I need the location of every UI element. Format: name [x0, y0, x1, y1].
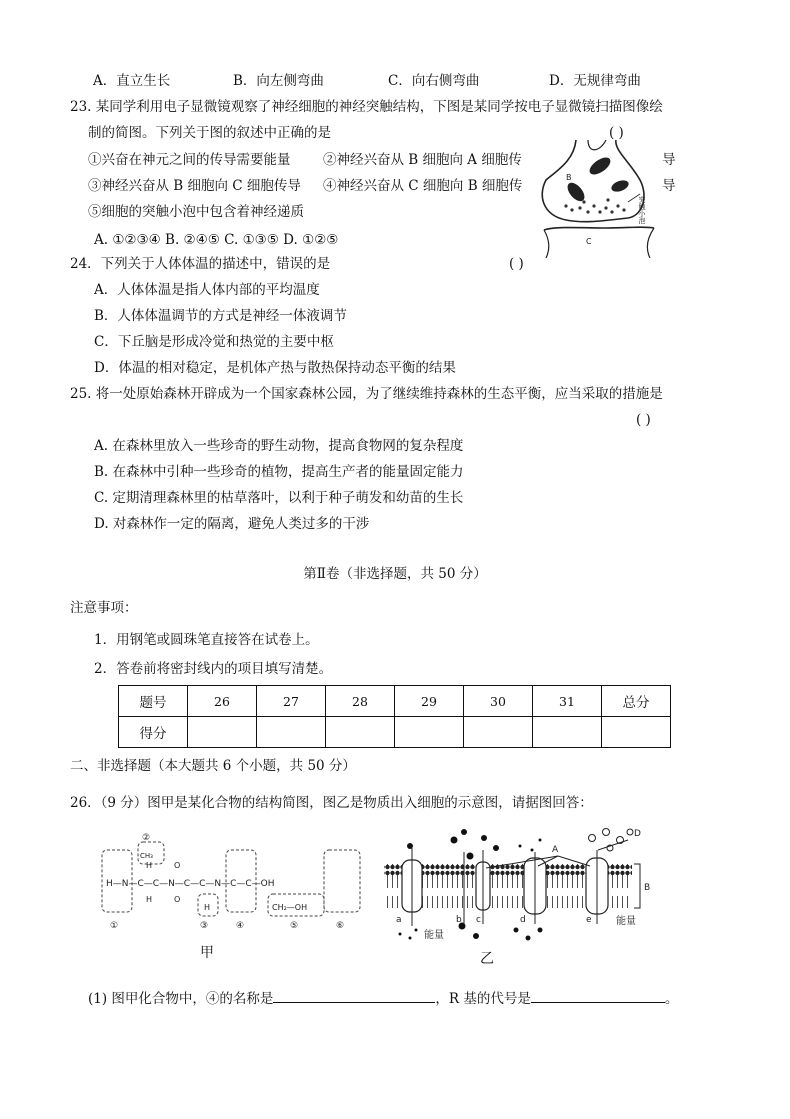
num-6: ⑥ — [336, 921, 345, 931]
answer-blank-r-group[interactable] — [531, 988, 665, 1003]
section2-heading: 二、非选择题（本大题共 6 个小题，共 50 分） — [70, 758, 356, 774]
axon-membrane — [588, 140, 606, 150]
q23-options: A. ①②③④ B. ②④⑤ C. ①③⑤ D. ①②⑤ — [94, 232, 339, 248]
notice-item-1: 1．用钢笔或圆珠笔直接答在试卷上。 — [94, 632, 319, 648]
group-ch2oh: CH₂—OH — [272, 903, 308, 912]
q23-statement-2-tail: 导 — [662, 152, 676, 168]
q25-option-d: D. 对森林作一定的隔离，避免人类过多的干涉 — [94, 516, 370, 532]
label-c: C — [586, 237, 592, 246]
postsynaptic-membrane — [544, 227, 654, 230]
presynaptic-membrane — [542, 140, 644, 222]
carbonyl-o: O — [174, 895, 181, 904]
score-input-cell[interactable] — [188, 717, 257, 748]
answer-blank-4-name[interactable] — [273, 988, 435, 1003]
score-table-cell: 总分 — [602, 686, 671, 717]
score-input-cell[interactable] — [533, 717, 602, 748]
score-table-cell: 27 — [257, 686, 326, 717]
carbonyl-o: O — [174, 861, 181, 870]
q24-option-b: B．人体体温调节的方式是神经一体液调节 — [94, 308, 347, 324]
mitochondrion — [587, 154, 614, 178]
q22-option-b: B．向左侧弯曲 — [233, 73, 324, 89]
part2-title: 第Ⅱ卷（非选择题，共 50 分） — [303, 566, 487, 582]
q25-option-a: A. 在森林里放入一些珍奇的野生动物，提高食物网的复杂程度 — [94, 438, 464, 454]
score-input-cell[interactable] — [395, 717, 464, 748]
figure-jia-peptide — [100, 832, 362, 932]
q26-sub1-end: 。 — [664, 991, 679, 1007]
score-table-cell: 28 — [326, 686, 395, 717]
postsynaptic-left — [544, 230, 549, 258]
score-input-cell[interactable] — [257, 717, 326, 748]
score-table-cell: 29 — [395, 686, 464, 717]
q25-option-c: C. 定期清理森林里的枯草落叶，以利于种子萌发和幼苗的生长 — [94, 490, 464, 506]
q22-option-d: D．无规律弯曲 — [549, 73, 641, 89]
q23-statement-5: ⑤细胞的突触小泡中包含着神经递质 — [88, 204, 304, 220]
alpha-h: H — [146, 861, 153, 870]
q25-answer-paren: ( ) — [636, 412, 651, 428]
synapse-figure — [536, 140, 656, 258]
num-1: ① — [110, 921, 119, 931]
score-table-cell: 26 — [188, 686, 257, 717]
group-h: H — [204, 903, 211, 912]
q25-stem: 25. 将一处原始森林开辟成为一个国家森林公园，为了继续维持森林的生态平衡，应当采取的措施是 — [70, 386, 663, 402]
label-vesicle: 突触小泡 — [638, 196, 646, 224]
score-input-cell[interactable] — [326, 717, 395, 748]
num-4: ④ — [236, 921, 245, 931]
q24-answer-paren: ( ) — [509, 256, 524, 272]
label-b: b — [456, 915, 462, 925]
score-input-cell[interactable] — [464, 717, 533, 748]
num-3: ③ — [200, 921, 209, 931]
q24-option-a: A．人体体温是指人体内部的平均温度 — [94, 282, 320, 298]
q24-stem: 24．下列关于人体体温的描述中，错误的是 — [70, 256, 331, 272]
energy-label-2: 能量 — [616, 916, 636, 927]
bracket-b — [634, 864, 640, 908]
label-a: a — [396, 915, 402, 925]
q26-stem: 26．（9 分）图甲是某化合物的结构简图，图乙是物质出入细胞的示意图，请据图回答： — [70, 795, 593, 811]
label-a-upper: A — [552, 845, 559, 855]
alpha-h: H — [146, 895, 153, 904]
hollow-particles — [589, 829, 634, 852]
notice-item-2: 2．答卷前将密封线内的项目填写清楚。 — [94, 661, 333, 677]
group-ch3: CH₃ — [140, 852, 153, 860]
q23-answer-paren: ( ) — [609, 125, 624, 141]
q23-statement-2: ②神经兴奋从 B 细胞向 A 细胞传 — [323, 152, 522, 168]
figure-yi-caption: 乙 — [480, 951, 494, 967]
q23-statement-3: ③神经兴奋从 B 细胞向 C 细胞传导 — [88, 178, 301, 194]
peptide-chain: H—N—C—C—N—C—C—N—C—C—OH — [106, 879, 275, 889]
q26-sub1 — [88, 988, 678, 1008]
q23-statement-4-tail: 导 — [662, 178, 676, 194]
synaptic-vesicles — [564, 198, 625, 213]
q25-option-b: B. 在森林中引种一些珍奇的植物，提高生产者的能量固定能力 — [94, 464, 464, 480]
score-table-cell: 得分 — [119, 717, 188, 748]
mitochondrion — [610, 178, 630, 194]
num-5: ⑤ — [290, 921, 299, 931]
label-b: B — [566, 173, 572, 182]
notice-heading: 注意事项： — [70, 600, 138, 616]
q22-option-a: A．直立生长 — [93, 73, 171, 89]
q23-statement-1: ①兴奋在神元之间的传导需要能量 — [88, 152, 291, 168]
energy-label-1: 能量 — [424, 930, 444, 941]
score-table-header-row — [119, 686, 671, 717]
score-table-score-row — [119, 717, 671, 748]
score-input-cell[interactable] — [602, 717, 671, 748]
label-e: e — [586, 915, 592, 925]
q24-option-d: D．体温的相对稳定，是机体产热与散热保持动态平衡的结果 — [94, 360, 456, 376]
figure-yi-membrane — [380, 826, 660, 948]
label-b-upper: B — [644, 883, 651, 893]
score-table — [118, 685, 671, 748]
q26-sub1-text-b: ，R 基的代号是 — [435, 991, 531, 1007]
num-2: ② — [142, 833, 151, 843]
score-table-cell: 30 — [464, 686, 533, 717]
score-table-cell: 31 — [533, 686, 602, 717]
q26-sub1-text-a: (1) 图甲化合物中，④的名称是 — [88, 991, 274, 1007]
postsynaptic-right — [647, 228, 654, 258]
q22-option-c: C．向右侧弯曲 — [388, 73, 480, 89]
label-d: d — [520, 915, 526, 925]
score-table-cell: 题号 — [119, 686, 188, 717]
q23-stem-line2: 制的简图。下列关于图的叙述中正确的是 — [88, 125, 331, 141]
label-d-upper: D — [634, 829, 641, 839]
q23-stem-line1: 23. 某同学利用电子显微镜观察了神经细胞的神经突触结构，下图是某同学按电子显微镜扫描图像绘 — [70, 99, 663, 115]
q23-statement-4: ④神经兴奋从 C 细胞向 B 细胞传 — [323, 178, 523, 194]
label-c: c — [476, 915, 481, 925]
figure-jia-caption: 甲 — [200, 945, 214, 961]
q24-option-c: C．下丘脑是形成冷觉和热觉的主要中枢 — [94, 334, 334, 350]
